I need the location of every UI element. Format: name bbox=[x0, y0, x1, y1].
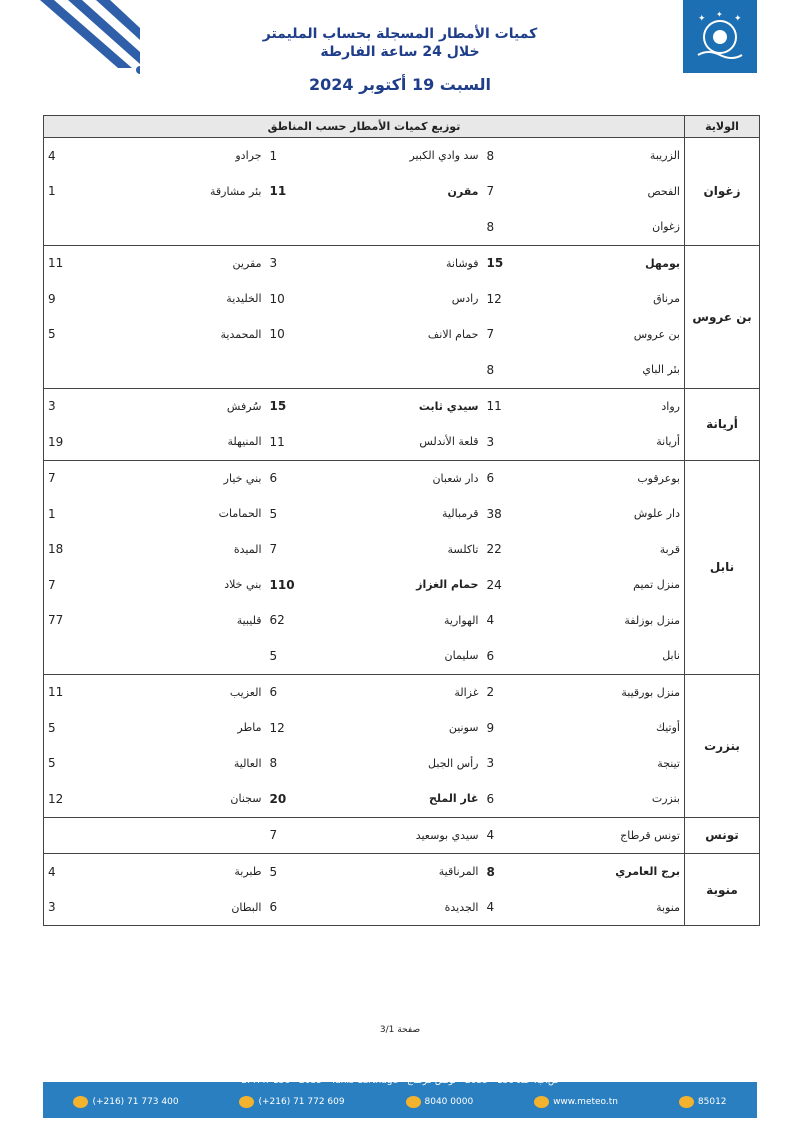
table-row bbox=[44, 496, 760, 532]
contact-item bbox=[406, 1096, 474, 1108]
green-number-icon bbox=[406, 1096, 421, 1108]
contact-item bbox=[534, 1096, 618, 1108]
rainfall-value: 8 bbox=[483, 138, 575, 174]
rainfall-value: 6 bbox=[266, 890, 358, 926]
station-name: منزل بوزلفة bbox=[624, 613, 680, 627]
phone-icon bbox=[73, 1096, 88, 1108]
rainfall-value: 8 bbox=[483, 209, 575, 245]
station-name: تاكلسة bbox=[447, 542, 479, 556]
station-name: بئر مشارقة bbox=[210, 184, 262, 198]
rainfall-value: 6 bbox=[266, 460, 358, 496]
table-row bbox=[44, 424, 760, 460]
station-name: مرناق bbox=[653, 292, 680, 306]
station-name: مقرن bbox=[447, 184, 479, 198]
footer-address: B. P. n°156 - 2035 - Tunis Carthage - ص.ب. عدد 156 - 2035 - تونس قرطاج bbox=[241, 1076, 559, 1086]
contact-text: 8040 0000 bbox=[424, 1097, 474, 1107]
table-header-row bbox=[44, 116, 760, 138]
rainfall-value bbox=[44, 209, 136, 245]
station-name: سُرفش bbox=[136, 388, 266, 424]
station-name: حمام الغزاز bbox=[416, 578, 479, 592]
station-name: بومهل bbox=[575, 245, 685, 281]
star-emblem-icon bbox=[690, 7, 750, 67]
sms-icon bbox=[679, 1096, 694, 1108]
station-name bbox=[136, 817, 266, 854]
station-name: بنزرت bbox=[575, 781, 685, 817]
fax-icon bbox=[239, 1096, 254, 1108]
rainfall-value: 1 bbox=[266, 138, 358, 174]
station-name: الفحص bbox=[647, 184, 680, 198]
station-name: سد وادي الكبير bbox=[358, 138, 483, 174]
rainfall-value: 5 bbox=[266, 854, 358, 890]
rainfall-value: 9 bbox=[44, 281, 136, 317]
rainfall-value: 24 bbox=[486, 577, 502, 592]
svg-text:✦: ✦ bbox=[716, 9, 723, 19]
rainfall-value bbox=[44, 817, 136, 854]
station-name: العالية bbox=[233, 756, 262, 770]
rainfall-value: 11 bbox=[44, 674, 136, 710]
corner-stripes-graphic bbox=[40, 0, 140, 80]
rainfall-value: 4 bbox=[486, 613, 495, 628]
footer bbox=[43, 1062, 757, 1118]
rainfall-value: 4 bbox=[44, 854, 136, 890]
table-row bbox=[44, 567, 760, 603]
governorate-cell: زغوان bbox=[685, 138, 760, 246]
rainfall-value bbox=[266, 352, 358, 388]
rainfall-value: 8 bbox=[269, 756, 278, 771]
rainfall-value: 12 bbox=[44, 781, 136, 817]
station-name: بن عروس bbox=[633, 327, 680, 341]
station-name: جرادو bbox=[136, 138, 266, 174]
station-name: بوعرقوب bbox=[575, 460, 685, 496]
station-name: بني خلاد bbox=[224, 578, 262, 592]
station-name: تونس قرطاج bbox=[575, 817, 685, 854]
contact-item bbox=[73, 1096, 178, 1108]
station-name: منوبة bbox=[575, 890, 685, 926]
rainfall-value: 3 bbox=[486, 756, 495, 771]
rainfall-value: 3 bbox=[266, 245, 358, 281]
station-name: ماطر bbox=[237, 721, 262, 735]
station-name: سليمان bbox=[358, 638, 483, 674]
station-name: أريانة bbox=[575, 424, 685, 460]
table-row bbox=[44, 674, 760, 710]
table-row bbox=[44, 781, 760, 817]
station-name: فوشانة bbox=[358, 245, 483, 281]
table-row bbox=[44, 209, 760, 245]
rainfall-table bbox=[43, 115, 760, 926]
rainfall-value: 12 bbox=[486, 291, 502, 306]
footer-contacts bbox=[43, 1096, 757, 1108]
rainfall-value: 38 bbox=[486, 506, 502, 521]
page-number: صفحة 3/1 bbox=[379, 1025, 421, 1035]
station-name bbox=[358, 352, 483, 388]
station-name: زغوان bbox=[575, 209, 685, 245]
station-name: الجديدة bbox=[358, 890, 483, 926]
station-name: سيدي بوسعيد bbox=[358, 817, 483, 854]
table-row bbox=[44, 710, 760, 746]
table-row bbox=[44, 174, 760, 210]
station-name: قلعة الأندلس bbox=[358, 424, 483, 460]
governorate-cell: منوبة bbox=[685, 854, 760, 926]
station-name: أوتيك bbox=[655, 721, 680, 735]
rainfall-value: 4 bbox=[483, 817, 575, 854]
station-name: المحمدية bbox=[220, 327, 262, 341]
table-row bbox=[44, 638, 760, 674]
table-row bbox=[44, 317, 760, 353]
rainfall-value: 20 bbox=[266, 781, 358, 817]
table-row bbox=[44, 532, 760, 568]
rainfall-value: 5 bbox=[269, 506, 278, 521]
rainfall-value: 3 bbox=[44, 890, 136, 926]
rainfall-value: 3 bbox=[483, 424, 575, 460]
table-row bbox=[44, 890, 760, 926]
station-name: بئر الباي bbox=[575, 352, 685, 388]
contact-item bbox=[239, 1096, 344, 1108]
rainfall-value: 3 bbox=[44, 388, 136, 424]
station-name: غزالة bbox=[358, 674, 483, 710]
rainfall-value: 11 bbox=[266, 424, 358, 460]
rainfall-value: 4 bbox=[44, 138, 136, 174]
station-name: العزيب bbox=[136, 674, 266, 710]
station-name: الهوارية bbox=[444, 613, 479, 627]
table-row bbox=[44, 138, 760, 174]
table-row bbox=[44, 460, 760, 496]
rainfall-value bbox=[44, 352, 136, 388]
governorate-cell: تونس bbox=[685, 817, 760, 854]
rainfall-value: 5 bbox=[266, 638, 358, 674]
institute-logo bbox=[683, 0, 757, 73]
contact-text: 85012 bbox=[697, 1097, 727, 1107]
svg-text:✦: ✦ bbox=[734, 13, 742, 24]
rainfall-value: 6 bbox=[483, 638, 575, 674]
rainfall-value: 6 bbox=[266, 674, 358, 710]
station-name: سونين bbox=[448, 721, 479, 735]
distribution-header: توزيع كميات الأمطار حسب المناطق bbox=[44, 116, 685, 138]
table-row bbox=[44, 746, 760, 782]
rainfall-value: 77 bbox=[44, 603, 136, 639]
contact-item bbox=[679, 1096, 727, 1108]
station-name: البطان bbox=[136, 890, 266, 926]
station-name: مقرين bbox=[136, 245, 266, 281]
station-name: قربة bbox=[659, 542, 680, 556]
rainfall-value: 4 bbox=[483, 890, 575, 926]
station-name: الزريبة bbox=[575, 138, 685, 174]
rainfall-value: 7 bbox=[486, 327, 495, 342]
report-date: السبت 19 أكتوبر 2024 bbox=[308, 75, 492, 94]
page-title: كميات الأمطار المسجلة بحساب المليمتر bbox=[262, 26, 538, 42]
rainfall-value: 7 bbox=[266, 817, 358, 854]
station-name: سجنان bbox=[136, 781, 266, 817]
station-name: رادس bbox=[451, 292, 479, 306]
rainfall-value: 7 bbox=[486, 184, 495, 199]
rainfall-value: 5 bbox=[44, 317, 136, 353]
rainfall-value: 9 bbox=[486, 720, 495, 735]
station-name: المرناقية bbox=[358, 854, 483, 890]
station-name: منزل بورقيبة bbox=[575, 674, 685, 710]
web-icon bbox=[534, 1096, 549, 1108]
station-name: غار الملح bbox=[358, 781, 483, 817]
rainfall-value: 6 bbox=[483, 460, 575, 496]
station-name bbox=[136, 638, 266, 674]
station-name: الخليدية bbox=[226, 292, 262, 306]
rainfall-value: 6 bbox=[483, 781, 575, 817]
rainfall-value: 11 bbox=[44, 245, 136, 281]
rainfall-value: 62 bbox=[269, 613, 285, 628]
station-name bbox=[358, 209, 483, 245]
station-name: المنيهلة bbox=[136, 424, 266, 460]
rainfall-value: 7 bbox=[44, 460, 136, 496]
page-subtitle: خلال 24 ساعة الفارطة bbox=[320, 44, 480, 60]
rainfall-value: 19 bbox=[44, 424, 136, 460]
rainfall-value: 11 bbox=[269, 184, 287, 199]
table-row bbox=[44, 817, 760, 854]
station-name: بني خيار bbox=[136, 460, 266, 496]
rainfall-value: 12 bbox=[269, 720, 285, 735]
rainfall-value: 18 bbox=[44, 532, 136, 568]
contact-text: (+216) 71 773 400 bbox=[92, 1097, 179, 1107]
table-row bbox=[44, 388, 760, 424]
table-row bbox=[44, 854, 760, 890]
rainfall-value bbox=[266, 209, 358, 245]
rainfall-value: 11 bbox=[483, 388, 575, 424]
station-name: الحمامات bbox=[218, 507, 262, 521]
station-name bbox=[136, 209, 266, 245]
station-name bbox=[136, 352, 266, 388]
rainfall-value: 22 bbox=[486, 542, 502, 557]
rainfall-value: 8 bbox=[483, 352, 575, 388]
rainfall-value: 8 bbox=[483, 854, 575, 890]
governorate-cell: بن عروس bbox=[685, 245, 760, 388]
station-name: برج العامري bbox=[575, 854, 685, 890]
contact-text: www.meteo.tn bbox=[553, 1097, 618, 1107]
governorate-cell: أريانة bbox=[685, 388, 760, 460]
rainfall-value: 10 bbox=[269, 327, 285, 342]
station-name: رواد bbox=[575, 388, 685, 424]
governorate-header: الولاية bbox=[685, 116, 760, 138]
rainfall-value: 2 bbox=[483, 674, 575, 710]
rainfall-value: 7 bbox=[269, 542, 278, 557]
station-name: رأس الجبل bbox=[428, 756, 479, 770]
rainfall-value: 10 bbox=[269, 291, 285, 306]
rainfall-value: 110 bbox=[269, 577, 295, 592]
governorate-cell: نابل bbox=[685, 460, 760, 674]
rainfall-value bbox=[44, 638, 136, 674]
rainfall-value: 5 bbox=[44, 746, 136, 782]
station-name: حمام الانف bbox=[427, 327, 479, 341]
table-row bbox=[44, 281, 760, 317]
station-name: قرمبالية bbox=[442, 507, 479, 521]
table-row bbox=[44, 245, 760, 281]
station-name: الميدة bbox=[233, 542, 262, 556]
station-name: منزل تميم bbox=[633, 578, 680, 592]
station-name: سيدي ثابت bbox=[358, 388, 483, 424]
station-name: دار شعبان bbox=[358, 460, 483, 496]
svg-text:✦: ✦ bbox=[698, 13, 706, 24]
rainfall-value: 1 bbox=[44, 174, 136, 210]
governorate-cell: بنزرت bbox=[685, 674, 760, 817]
rainfall-value: 15 bbox=[483, 245, 575, 281]
rainfall-value: 15 bbox=[266, 388, 358, 424]
station-name: نابل bbox=[575, 638, 685, 674]
rainfall-value: 7 bbox=[44, 567, 136, 603]
station-name: تينجة bbox=[657, 756, 680, 770]
rainfall-value: 1 bbox=[44, 496, 136, 532]
rainfall-value: 5 bbox=[44, 710, 136, 746]
station-name: دار علوش bbox=[633, 507, 680, 521]
table-row bbox=[44, 352, 760, 388]
station-name: طبربة bbox=[136, 854, 266, 890]
table-row bbox=[44, 603, 760, 639]
station-name: قليبية bbox=[236, 613, 262, 627]
contact-text: (+216) 71 772 609 bbox=[258, 1097, 345, 1107]
